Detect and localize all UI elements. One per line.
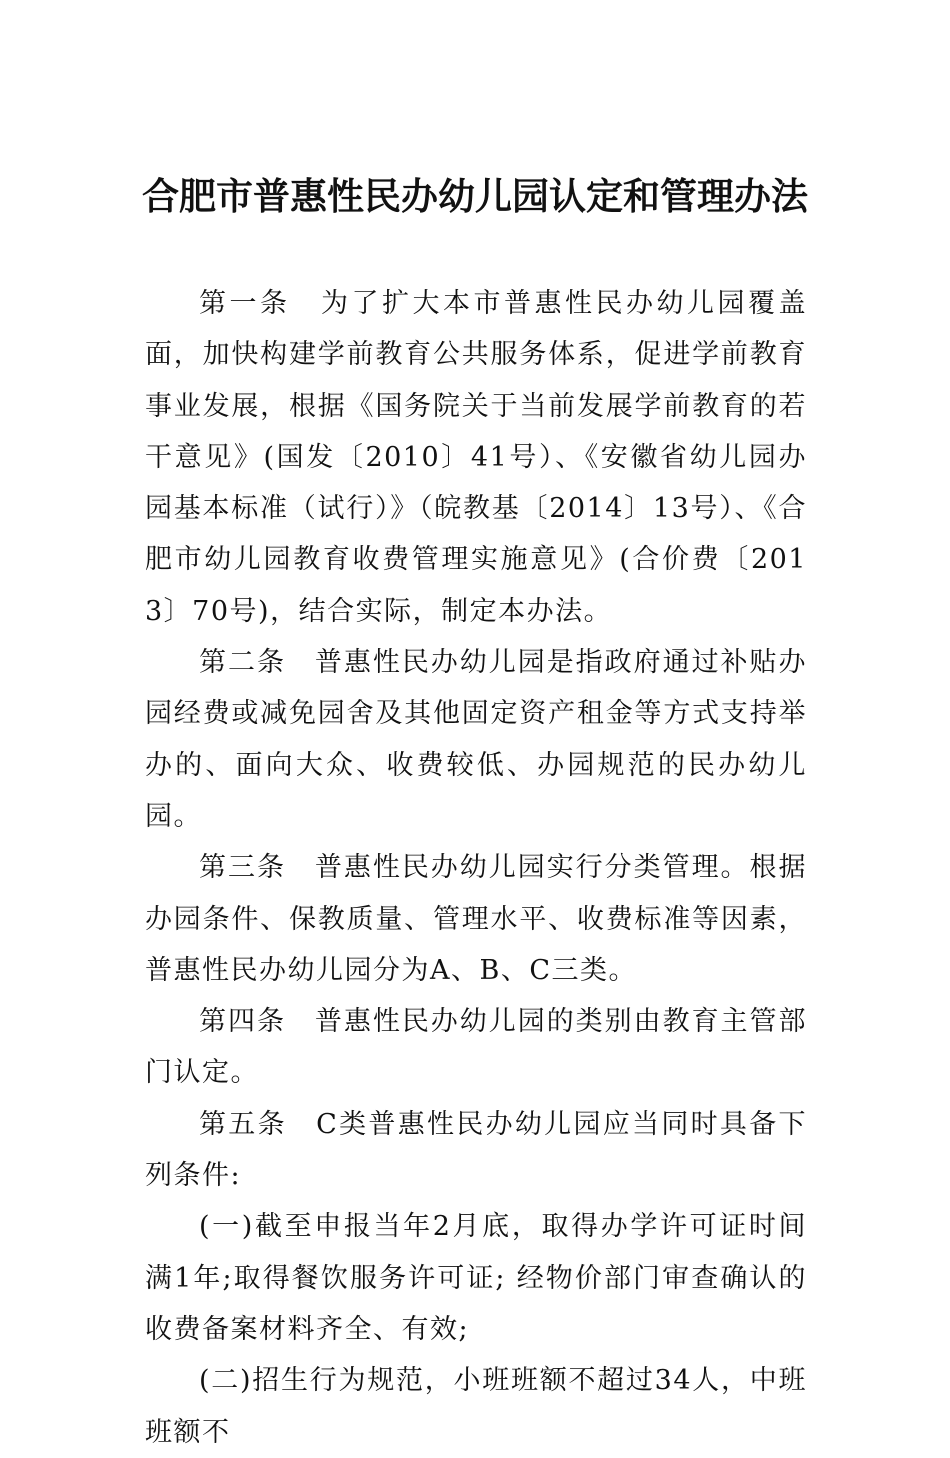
article-5-paragraph: 第五条 C类普惠性民办幼儿园应当同时具备下列条件: (145, 1108, 807, 1192)
article-1-paragraph: 第一条 为了扩大本市普惠性民办幼儿园覆盖面，加快构建学前教育公共服务体系，促进学前教育事业发展，根据《国务院关于当前发展学前教育的若干意见》(国发〔2010〕41号）、《安徽省幼儿园办园基本标准（试行）》（皖教基〔2014〕13号）、《合肥市幼儿园教育收费管理实施意见》(合价费〔2013〕70号)，结合实际，制定本办法。 (145, 288, 807, 627)
document-body (145, 278, 807, 1458)
article-5-item-2: (二)招生行为规范，小班班额不超过34人，中班班额不 (145, 1365, 807, 1448)
article-5-item-1: (一)截至申报当年2月底，取得办学许可证时间满1年;取得餐饮服务许可证; 经物价部门审查确认的收费备案材料齐全、有效; (145, 1211, 807, 1345)
article-4-paragraph: 第四条 普惠性民办幼儿园的类别由教育主管部门认定。 (145, 1006, 807, 1089)
article-2-paragraph: 第二条 普惠性民办幼儿园是指政府通过补贴办园经费或减免园舍及其他固定资产租金等方式支持举办的、面向大众、收费较低、办园规范的民办幼儿园。 (145, 647, 807, 832)
document-title: 合肥市普惠性民办幼儿园认定和管理办法 (142, 174, 808, 218)
article-3-paragraph: 第三条 普惠性民办幼儿园实行分类管理。根据办园条件、保教质量、管理水平、收费标准等因素，普惠性民办幼儿园分为A、B、C三类。 (145, 852, 807, 986)
